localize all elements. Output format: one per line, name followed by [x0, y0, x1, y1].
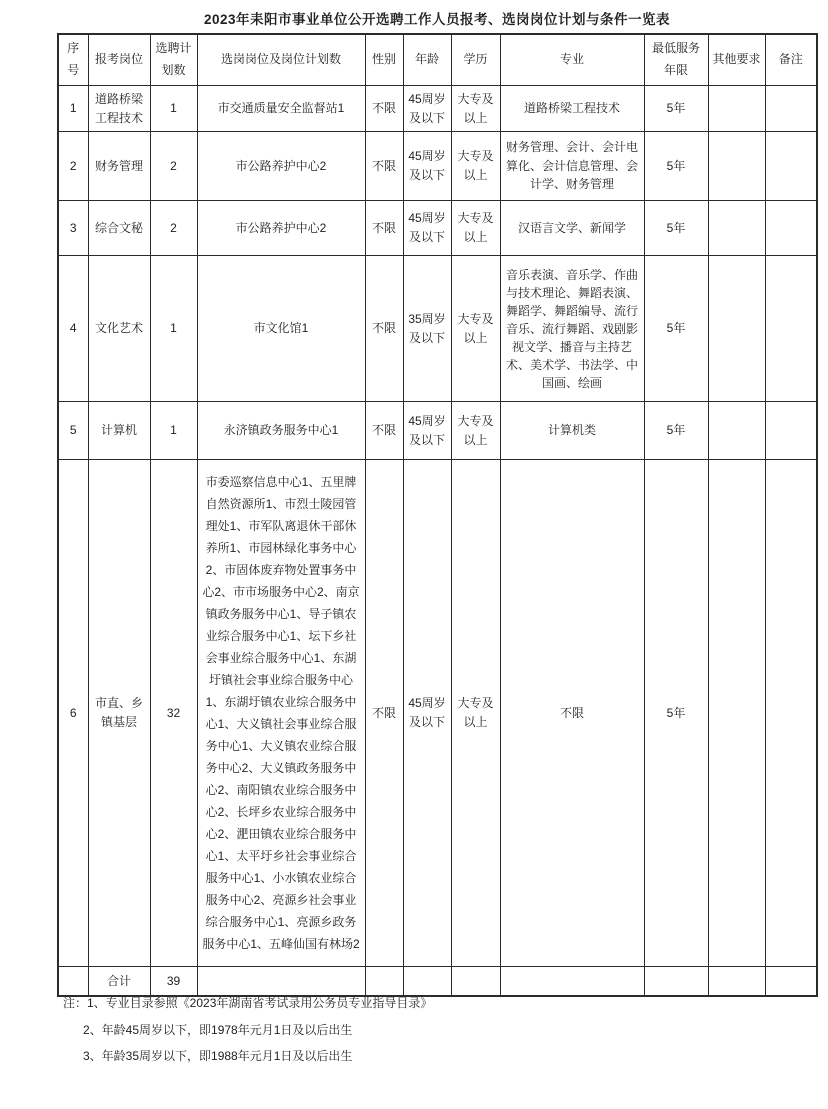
cell-service-years: 5年 — [644, 86, 708, 132]
total-label: 合计 — [88, 967, 150, 997]
cell-other-requirement — [708, 402, 765, 460]
cell-unit-list: 市公路养护中心2 — [197, 132, 365, 201]
cell-remark — [765, 402, 817, 460]
column-header: 年龄 — [403, 34, 451, 86]
cell-education: 大专及以上 — [451, 132, 500, 201]
cell-age-limit: 45周岁及以下 — [403, 460, 451, 967]
cell-gender: 不限 — [365, 256, 403, 402]
cell-other-requirement — [708, 967, 765, 997]
cell-index: 4 — [58, 256, 88, 402]
footnote-line: 注：1、专业目录参照《2023年湖南省考试录用公务员专业指导目录》 — [63, 996, 433, 1010]
cell-plan-count: 1 — [150, 256, 197, 402]
cell-unit-list: 永济镇政务服务中心1 — [197, 402, 365, 460]
cell-post-name: 计算机 — [88, 402, 150, 460]
cell-remark — [765, 256, 817, 402]
cell-post-name: 文化艺术 — [88, 256, 150, 402]
cell-service-years: 5年 — [644, 402, 708, 460]
table-row — [58, 460, 817, 967]
cell-remark — [765, 201, 817, 256]
cell-education — [451, 967, 500, 997]
cell-major: 汉语言文学、新闻学 — [500, 201, 644, 256]
cell-index: 3 — [58, 201, 88, 256]
cell-service-years: 5年 — [644, 256, 708, 402]
cell-unit-list — [197, 967, 365, 997]
cell-plan-count: 1 — [150, 86, 197, 132]
cell-remark — [765, 86, 817, 132]
table-row — [58, 86, 817, 132]
cell-education: 大专及以上 — [451, 460, 500, 967]
column-header: 序号 — [58, 34, 88, 86]
cell-index: 1 — [58, 86, 88, 132]
cell-remark — [765, 132, 817, 201]
column-header: 专业 — [500, 34, 644, 86]
cell-gender: 不限 — [365, 132, 403, 201]
cell-index: 2 — [58, 132, 88, 201]
cell-index: 5 — [58, 402, 88, 460]
cell-major: 不限 — [500, 460, 644, 967]
cell-education: 大专及以上 — [451, 256, 500, 402]
cell-education: 大专及以上 — [451, 402, 500, 460]
column-header: 选岗岗位及岗位计划数 — [197, 34, 365, 86]
column-header: 其他要求 — [708, 34, 765, 86]
cell-age-limit: 35周岁及以下 — [403, 256, 451, 402]
column-header: 报考岗位 — [88, 34, 150, 86]
cell-other-requirement — [708, 86, 765, 132]
cell-plan-count: 32 — [150, 460, 197, 967]
cell-age-limit: 45周岁及以下 — [403, 402, 451, 460]
total-plan-count: 39 — [150, 967, 197, 997]
cell-plan-count: 2 — [150, 132, 197, 201]
cell-other-requirement — [708, 460, 765, 967]
cell-gender — [365, 967, 403, 997]
cell-post-name: 综合文秘 — [88, 201, 150, 256]
cell-gender: 不限 — [365, 201, 403, 256]
cell-other-requirement — [708, 201, 765, 256]
cell-gender: 不限 — [365, 402, 403, 460]
cell-major — [500, 967, 644, 997]
cell-index: 6 — [58, 460, 88, 967]
cell-major: 计算机类 — [500, 402, 644, 460]
table-row — [58, 402, 817, 460]
recruitment-plan-table — [57, 33, 818, 997]
cell-gender: 不限 — [365, 86, 403, 132]
footnote-line: 3、年龄35周岁以下，即1988年元月1日及以后出生 — [83, 1049, 353, 1064]
table-row — [58, 256, 817, 402]
cell-service-years: 5年 — [644, 201, 708, 256]
column-header: 学历 — [451, 34, 500, 86]
total-row — [58, 967, 817, 997]
page-title: 2023年耒阳市事业单位公开选聘工作人员报考、选岗岗位计划与条件一览表 — [203, 12, 671, 27]
cell-service-years — [644, 967, 708, 997]
table-row — [58, 201, 817, 256]
cell-unit-list: 市交通质量安全监督站1 — [197, 86, 365, 132]
cell-age-limit: 45周岁及以下 — [403, 132, 451, 201]
cell-age-limit — [403, 967, 451, 997]
cell-remark — [765, 967, 817, 997]
cell-service-years: 5年 — [644, 132, 708, 201]
cell-other-requirement — [708, 256, 765, 402]
cell-plan-count: 2 — [150, 201, 197, 256]
column-header: 最低服务年限 — [644, 34, 708, 86]
footnote-line: 2、年龄45周岁以下，即1978年元月1日及以后出生 — [83, 1022, 353, 1037]
cell-other-requirement — [708, 132, 765, 201]
table-row — [58, 132, 817, 201]
table-header-row — [58, 34, 817, 86]
column-header: 性别 — [365, 34, 403, 86]
column-header: 备注 — [765, 34, 817, 86]
cell-major: 道路桥梁工程技术 — [500, 86, 644, 132]
cell-unit-list: 市委巡察信息中心1、五里牌自然资源所1、市烈士陵园管理处1、市军队离退休干部休养所1、市园林绿化事务中心2、市固体废弃物处置事务中心2、市市场服务中心2、南京镇政务服务中心1、导子镇农业综合服务中心1、坛下乡社会事业综合服务中心1、东湖圩镇社会事业综合服务中心1、东湖圩镇农业综合服务中心1、大义镇社会事业综合服务中心1、大义镇农业综合服务中心2、大义镇政务服务中心2、南阳镇农业综合服务中心2、长坪乡农业综合服务中心2、淝田镇农业综合服务中心1、太平圩乡社会事业综合服务中心1、小水镇农业综合服务中心2、亮源乡社会事业综合服务中心1、亮源乡政务服务中心1、五峰仙国有林场2 — [197, 460, 365, 967]
cell-education: 大专及以上 — [451, 201, 500, 256]
cell-post-name: 道路桥梁工程技术 — [88, 86, 150, 132]
cell-age-limit: 45周岁及以下 — [403, 86, 451, 132]
cell-remark — [765, 460, 817, 967]
cell-major: 财务管理、会计、会计电算化、会计信息管理、会计学、财务管理 — [500, 132, 644, 201]
cell-education: 大专及以上 — [451, 86, 500, 132]
cell-unit-list: 市公路养护中心2 — [197, 201, 365, 256]
cell-plan-count: 1 — [150, 402, 197, 460]
cell-post-name: 财务管理 — [88, 132, 150, 201]
cell-index — [58, 967, 88, 997]
cell-age-limit: 45周岁及以下 — [403, 201, 451, 256]
cell-unit-list: 市文化馆1 — [197, 256, 365, 402]
cell-post-name: 市直、乡镇基层 — [88, 460, 150, 967]
cell-gender: 不限 — [365, 460, 403, 967]
footnotes — [63, 996, 803, 1076]
cell-service-years: 5年 — [644, 460, 708, 967]
cell-major: 音乐表演、音乐学、作曲与技术理论、舞蹈表演、舞蹈学、舞蹈编导、流行音乐、流行舞蹈、戏剧影视文学、播音与主持艺术、美术学、书法学、中国画、绘画 — [500, 256, 644, 402]
column-header: 选聘计划数 — [150, 34, 197, 86]
